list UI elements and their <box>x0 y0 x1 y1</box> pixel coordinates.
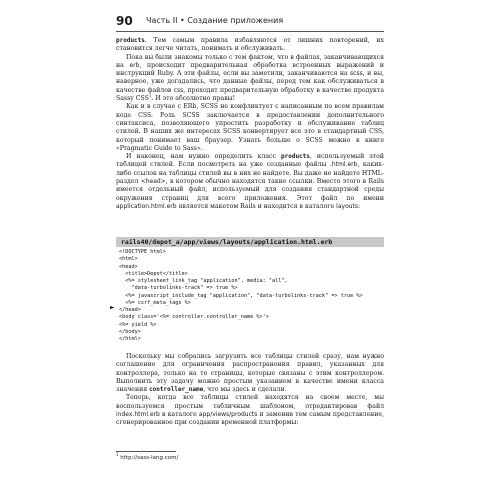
paragraph <box>116 394 384 427</box>
text-run: Теперь, когда все таблицы стилей находятся на своем месте, мы воспользуемся простым табличным шаблоном, отредактировав файл <box>116 394 384 410</box>
text-run: products <box>281 153 310 161</box>
code-line: <!DOCTYPE html> <box>119 249 166 255</box>
text-run: controller_name <box>149 386 204 394</box>
footnote-text: http://sass-lang.com/ <box>120 455 179 461</box>
code-line: <html> <box>119 256 138 263</box>
paragraph <box>116 353 384 394</box>
paragraph <box>116 37 384 54</box>
footnote-ref: 1 <box>148 93 152 99</box>
text-run: , используемый этой таблицей стилей. Если посмотреть на уже созданные файлы <box>116 153 384 169</box>
line-marker-arrow-icon: ► <box>110 304 115 311</box>
text-run: Поскольку мы собрались загрузить все таблицы стилей сразу, нам нужно соглашение для ограничения распространения правил, указанных для контроллера, только на те страницы, которые связаны с этим контроллером. Выполнить эту задачу можно простым указанием в качестве имени класса значения <box>116 353 384 394</box>
text-run: .html.erb <box>330 161 358 169</box>
text-run: , проходят предварительную обработку в качестве продукта Sassy CSS <box>116 86 385 103</box>
text-run: И наконец, нам нужно определить класс <box>126 153 281 161</box>
code-line: </body> <box>119 328 141 335</box>
code-line: "data-turbolinks-track" => true %> <box>119 285 238 292</box>
footnote-rule <box>116 451 176 452</box>
code-line: <%= yield %> <box>119 321 157 328</box>
text-run: products <box>116 37 145 44</box>
text-run: index.html.erb <box>116 411 160 419</box>
code-line: <%= javascript_include_tag "application", "data-turbolinks-track" => true %> <box>119 292 363 299</box>
footnote <box>116 454 178 462</box>
header-rule <box>116 31 384 32</box>
text-run: , и вы, наверное, уже догадались, что данные файлы, перед тем как обслуживаться в качестве файлов <box>116 70 384 94</box>
running-head: Часть II • Создание приложения <box>146 16 284 25</box>
code-line: <body class='<%= controller.controller_name %>'> <box>119 314 269 321</box>
text-run: layouts <box>336 202 359 210</box>
text-run: scss <box>350 70 363 78</box>
code-line: </html> <box>119 336 141 342</box>
text-run: , что мы здесь и сделали. <box>203 386 287 394</box>
code-listing <box>119 249 384 343</box>
footnote-marker: 1 <box>116 452 119 458</box>
body-text-top <box>116 37 384 211</box>
code-file-path: rails40/depot_a/app/views/layouts/application.html.erb <box>121 238 333 246</box>
text-run: app/views/products <box>198 411 258 419</box>
paragraph <box>116 54 384 104</box>
text-run: <head> <box>140 178 166 186</box>
page-number: 90 <box>116 14 133 28</box>
text-run: css <box>173 86 184 94</box>
text-run: и заменив тем самым представление, сгенерированное при создании временной платформы: <box>116 411 384 427</box>
paragraph <box>116 103 384 153</box>
text-run: , каких-либо ссылок на таблицы стилей вы в них не найдете. Вы даже не найдете HTML-раздел <box>116 161 385 186</box>
code-line: </head> <box>119 307 141 313</box>
paragraph <box>116 153 384 211</box>
text-run: . И это абсолютно правы! <box>151 95 236 103</box>
text-run: в каталоге <box>159 411 199 419</box>
body-text-bottom <box>116 353 384 428</box>
text-run: . Тем самым правила избавляются от лишних повторений, их становится легче читать, понимать и обслуживать. <box>116 37 384 53</box>
code-line: <title>Depot</title> <box>119 270 188 277</box>
text-run: erb <box>129 61 140 69</box>
code-line: <head> <box>119 263 138 270</box>
text-run: является макетом Rails и находится в каталоге <box>176 202 337 210</box>
page-header <box>116 13 384 29</box>
text-run: Как и в случае с ERb, SCSS не конфликтует с написанным по всем правилам коде CSS. Роль SCSS заключается в предоставлении дополнительного синтаксиса, позволяющего упростить разработку и обслуживание таблиц стилей. В наших же интересах SCSS конвертирует все это в стандартный CSS, который понимает ваш браузер. Узнать больше о SCSS можно в книге «Pragmatic Guide to Sass». <box>116 103 384 152</box>
text-run: : <box>358 202 361 210</box>
text-run: application.html.erb <box>116 202 177 210</box>
text-run: Пока вы были знакомы только с тем фактом, что в файлах, заканчивающихся на <box>116 53 384 69</box>
text-run: , в котором обычно находятся такие ссылки. Вместо этого в Rails имеется отдельный файл, используемый для создания стандартной среды окружения страниц для всего приложения. Этот файл по имени <box>116 178 384 202</box>
text-run: , происходит предварительная обработка встроенных выражений и инструкций Ruby. А эти файлы, если вы заметили, заканчиваются на <box>116 61 384 78</box>
code-line: <%= stylesheet_link_tag "application", media: "all", <box>119 278 288 284</box>
code-line: <%= csrf_meta_tags %> <box>119 299 191 306</box>
